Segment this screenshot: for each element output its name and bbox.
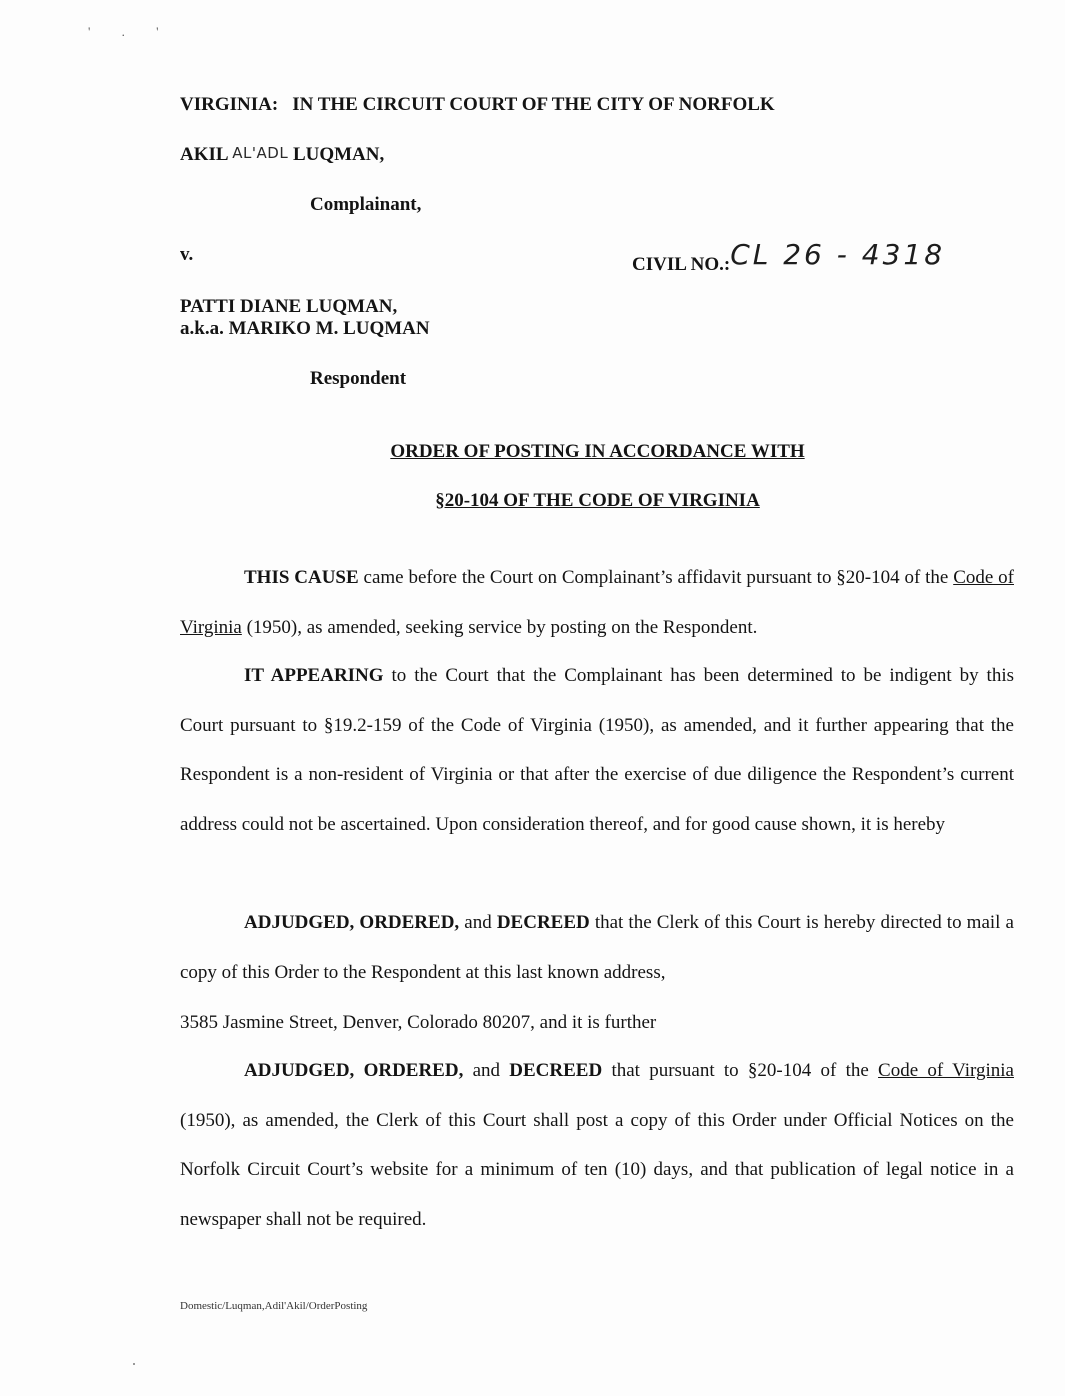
p4-text-a: that pursuant to §20-104 of the xyxy=(602,1060,879,1081)
p4-code-of-virginia: Code of Virginia xyxy=(878,1060,1014,1081)
court-name: IN THE CIRCUIT COURT OF THE CITY OF NORFOLK xyxy=(292,94,775,115)
complainant-last: LUQMAN, xyxy=(292,144,385,165)
court-state: VIRGINIA: xyxy=(180,94,279,115)
complainant-handwritten-name: AL'ADL xyxy=(232,144,289,162)
margin-marks: ' . ' xyxy=(88,24,173,39)
paragraph-adjudged-post xyxy=(180,1046,1014,1244)
respondent-role: Respondent xyxy=(310,368,407,389)
complainant-name xyxy=(180,144,384,166)
p4-lead-b: DECREED xyxy=(509,1060,603,1081)
p3-text: that the Clerk of this Court is hereby directed to mail a copy of this Order to the Respondent at this last known address, xyxy=(180,912,1014,983)
p1-lead: THIS CAUSE xyxy=(244,567,359,588)
address-line: 3585 Jasmine Street, Denver, Colorado 80207, and it is further xyxy=(180,1012,657,1033)
complainant-role: Complainant, xyxy=(310,194,422,215)
p4-and: and xyxy=(463,1060,510,1081)
p4-text-b: (1950), as amended, the Clerk of this Court shall post a copy of this Order under Official Notices on the Norfolk Circuit Court’s website for a minimum of ten (10) days, and that publication of legal notice in a newspaper shall not be required. xyxy=(180,1109,1014,1230)
civil-no-label: CIVIL NO.: xyxy=(632,254,731,275)
order-title-line-1: ORDER OF POSTING IN ACCORDANCE WITH xyxy=(390,441,805,462)
p2-lead: IT APPEARING xyxy=(244,665,384,686)
p4-lead-a: ADJUDGED, ORDERED, xyxy=(244,1060,464,1081)
scan-speck xyxy=(133,1363,135,1365)
court-heading xyxy=(180,94,775,116)
p1-text-a: came before the Court on Complainant’s affidavit pursuant to §20-104 of the xyxy=(358,567,954,588)
p1-text-b: (1950), as amended, seeking service by posting on the Respondent. xyxy=(241,616,758,638)
p3-lead-a: ADJUDGED, ORDERED, xyxy=(244,912,460,933)
paragraph-adjudged-mail xyxy=(180,898,1014,997)
p3-and: and xyxy=(459,912,497,933)
complainant-first: AKIL xyxy=(180,144,228,165)
p3-lead-b: DECREED xyxy=(496,912,590,933)
order-title-line-2: §20-104 OF THE CODE OF VIRGINIA xyxy=(435,490,760,511)
civil-no-handwritten: CL 26 - 4318 xyxy=(730,238,946,271)
respondent-aka: a.k.a. MARIKO M. LUQMAN xyxy=(180,318,430,339)
respondent-name: PATTI DIANE LUQMAN, xyxy=(180,296,398,317)
paragraph-it-appearing xyxy=(180,651,1014,849)
footer-file-path: Domestic/Luqman,Adil'Akil/OrderPosting xyxy=(180,1300,368,1312)
civil-number xyxy=(632,238,946,277)
paragraph-this-cause xyxy=(180,553,1014,652)
p2-text: to the Court that the Complainant has been determined to be indigent by this Court pursuant to §19.2-159 of the Code of Virginia (1950), as amended, and it further appearing that the Respondent is a non-resident of Virginia or that after the exercise of due diligence the Respondent’s current address could not be ascertained. Upon consideration thereof, and for good cause shown, it is hereby xyxy=(180,665,1014,835)
versus: v. xyxy=(180,244,194,265)
p1-code-of-virginia: Code of Virginia xyxy=(180,567,1014,638)
